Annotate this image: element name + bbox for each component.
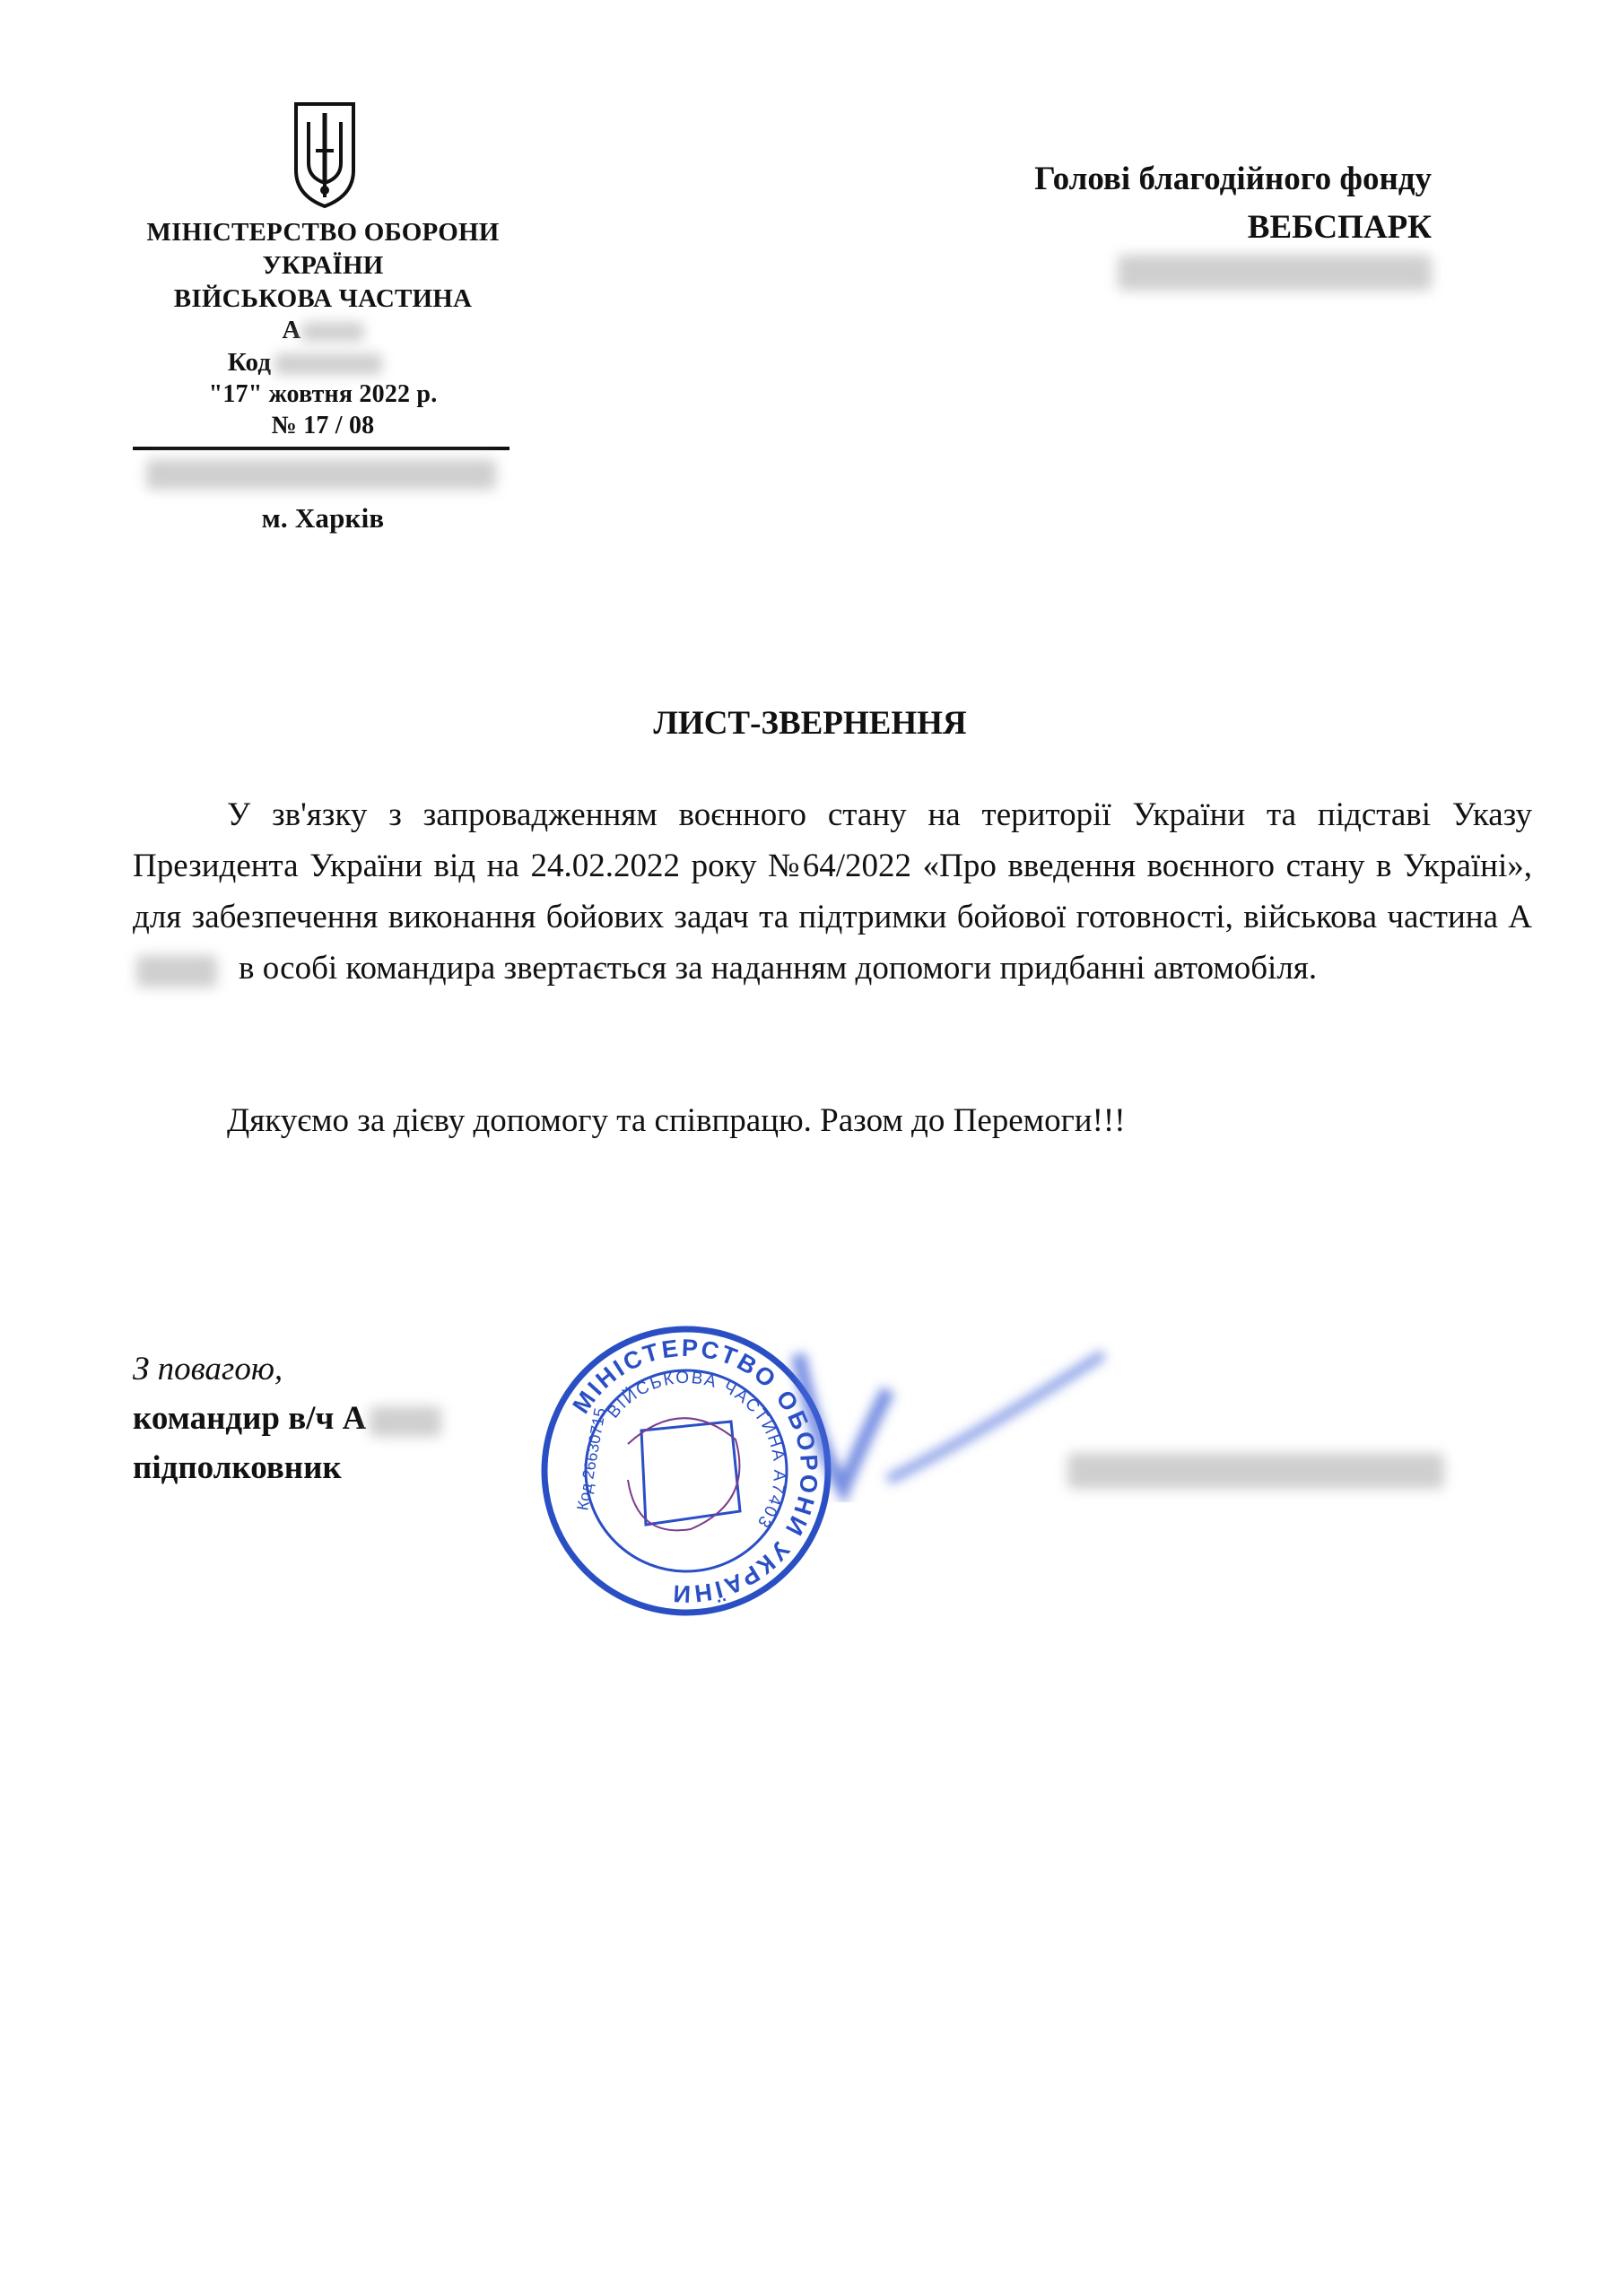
unit-name: ВІЙСЬКОВА ЧАСТИНА xyxy=(173,284,473,313)
addressee-line-2: ВЕБСПАРК xyxy=(1247,209,1432,246)
redaction-code xyxy=(274,353,382,375)
body-paragraph xyxy=(133,789,1532,994)
redaction-unit-number xyxy=(301,322,364,342)
redaction-address xyxy=(133,459,510,490)
redaction-commander-unit xyxy=(370,1406,441,1437)
coat-of-arms-icon xyxy=(289,100,361,210)
addressee-line-1: Голові благодійного фонду xyxy=(1034,161,1432,197)
header-divider xyxy=(133,447,510,450)
document-title: ЛИСТ-ЗВЕРНЕННЯ xyxy=(653,705,967,742)
stamp-inner-text: ВІЙСЬКОВА ЧАСТИНА А7403 xyxy=(604,1368,789,1533)
ministry-name: МІНІСТЕРСТВО ОБОРОНИ xyxy=(146,218,500,247)
redaction-signer-name xyxy=(1067,1453,1444,1489)
thanks-line: Дякуємо за дієву допомогу та співпрацю. Разом до Перемоги!!! xyxy=(227,1102,1126,1139)
svg-text:ВІЙСЬКОВА ЧАСТИНА А7403 xyxy=(604,1369,788,1532)
body-text-after: в особі командира звертається за наданням допомоги придбанні автомобіля. xyxy=(239,950,1318,987)
signature-scribble xyxy=(780,1336,1121,1516)
code-label: Код xyxy=(227,348,272,377)
stamp-outer-text: МІНІСТЕРСТВО ОБОРОНИ УКРАЇНИ xyxy=(567,1334,823,1608)
commander-title xyxy=(133,1399,441,1438)
commander-rank: підполковник xyxy=(133,1449,342,1486)
regards: З повагою, xyxy=(133,1351,283,1387)
unit-number xyxy=(126,316,520,345)
stamp-code-text: Код 26630715 xyxy=(573,1406,610,1512)
redaction-addressee-name xyxy=(1118,255,1432,291)
letter-date: "17" жовтня 2022 р. xyxy=(208,380,438,408)
commander-label: командир в/ч А xyxy=(133,1400,367,1437)
unit-number-prefix: А xyxy=(282,316,301,344)
body-text-before: У зв'язку з запровадженням воєнного стану на території України та підставі Указу Президента України від на 24.02.2022 року №64/2022 «Про введення воєнного стану в Україні», для забезпечення виконання бойових задач та підтримки бойової готовності, військова частина А xyxy=(133,796,1532,935)
redaction-unit-in-body xyxy=(136,955,217,987)
letter-number: № 17 / 08 xyxy=(271,412,375,439)
city: м. Харків xyxy=(261,502,385,534)
country-name: УКРАЇНИ xyxy=(262,251,384,280)
unit-code xyxy=(108,348,502,378)
